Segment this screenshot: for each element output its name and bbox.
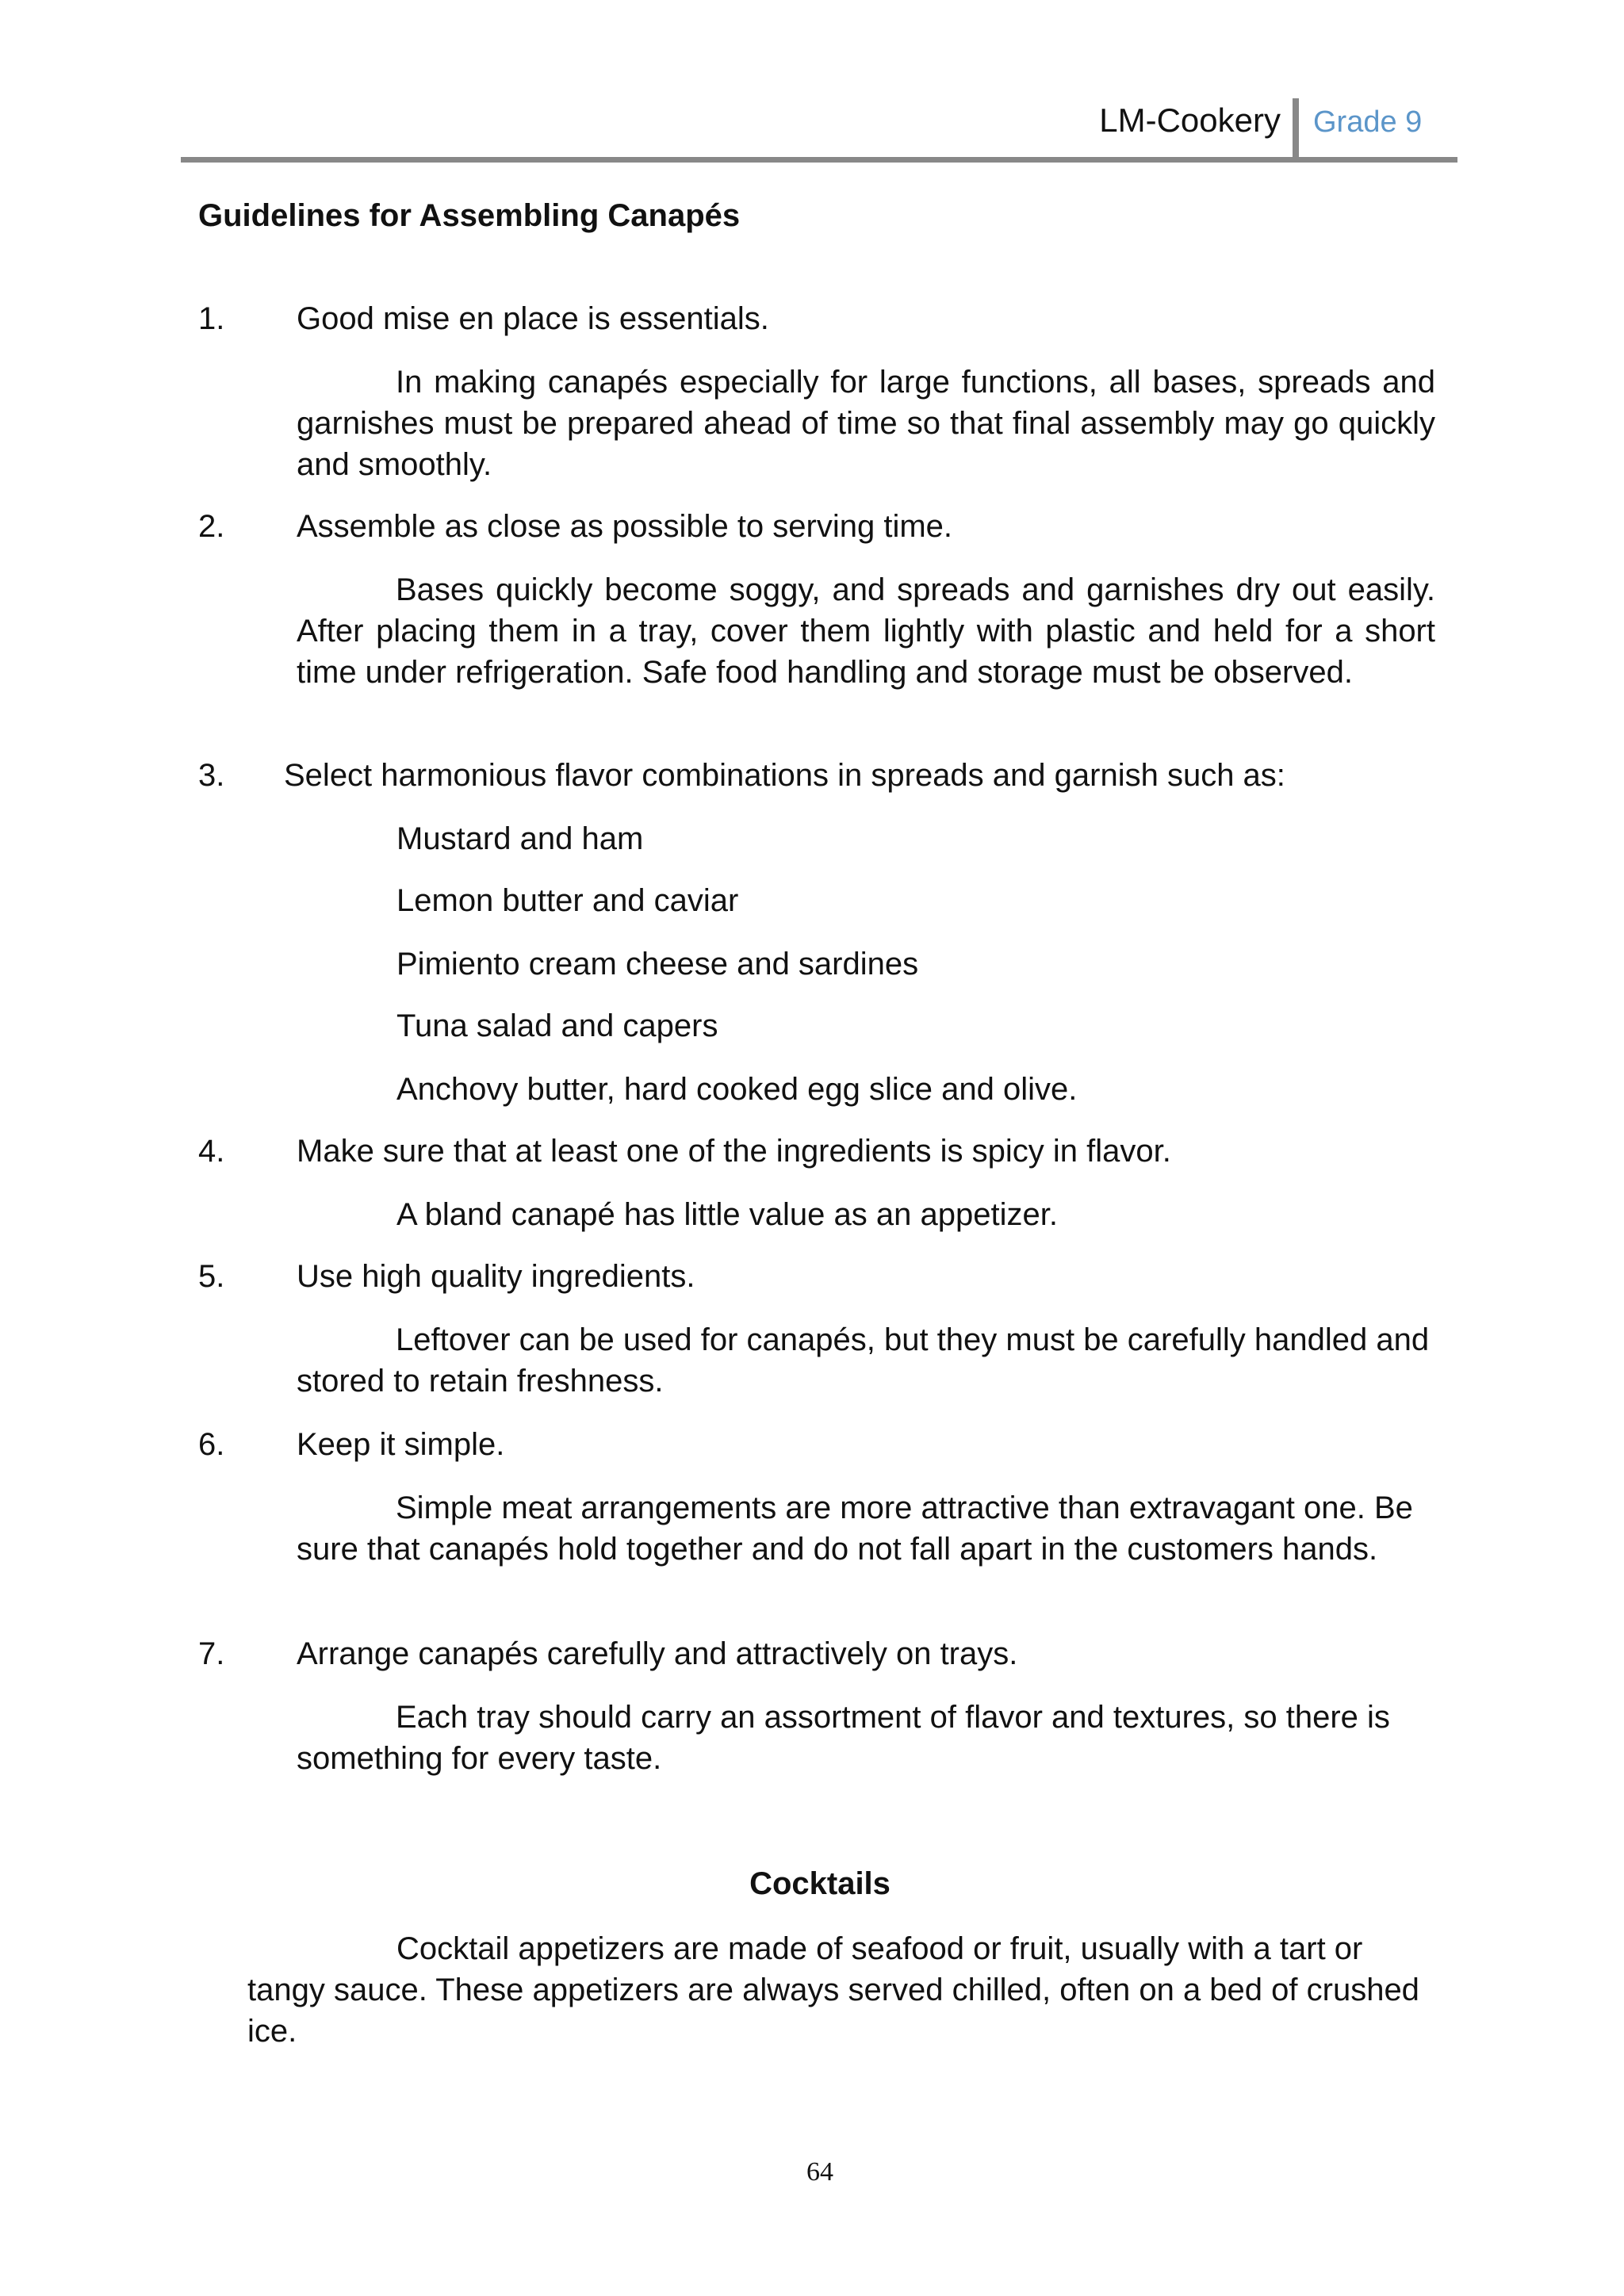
item-title: Arrange canapés carefully and attractively on trays. <box>297 1636 1018 1671</box>
item-title: Assemble as close as possible to serving time. <box>297 509 953 544</box>
header-grade: Grade 9 <box>1313 105 1423 139</box>
item-number: 3. <box>198 758 225 793</box>
cocktails-body-text: Cocktail appetizers are made of seafood or fruit, usually with a tart or tangy sauce. These appetizers are always served chilled, often on a bed of crushed ice. <box>247 1931 1419 2049</box>
item-body: A bland canapé has little value as an appetizer. <box>396 1197 1058 1232</box>
item-title: Select harmonious flavor combinations in spreads and garnish such as: <box>284 758 1285 793</box>
item-title: Make sure that at least one of the ingredients is spicy in flavor. <box>297 1134 1171 1169</box>
item-number: 6. <box>198 1427 225 1462</box>
flavor-combination-item: Mustard and ham <box>396 821 644 856</box>
item-body <box>297 1319 1435 1402</box>
cocktails-heading: Cocktails <box>749 1866 891 1901</box>
header-separator <box>1293 98 1299 160</box>
item-title: Use high quality ingredients. <box>297 1259 695 1294</box>
item-number: 1. <box>198 301 225 336</box>
flavor-combination-item: Pimiento cream cheese and sardines <box>396 947 919 982</box>
flavor-combination-item: Tuna salad and capers <box>396 1008 718 1043</box>
item-body <box>297 1487 1423 1570</box>
item-number: 2. <box>198 509 225 544</box>
item-body-text: Simple meat arrangements are more attractive than extravagant one. Be sure that canapés hold together and do not fall apart in the customers hands. <box>297 1490 1413 1567</box>
page-number: 64 <box>806 2157 833 2187</box>
item-title: Good mise en place is essentials. <box>297 301 769 336</box>
cocktails-body <box>247 1928 1437 2052</box>
item-body-text: In making canapés especially for large functions, all bases, spreads and garnishes must be prepared ahead of time so that final assembly may go quickly and smoothly. <box>297 365 1435 482</box>
item-body-text: Each tray should carry an assortment of flavor and textures, so there is something for every taste. <box>297 1700 1390 1776</box>
item-body-text: Bases quickly become soggy, and spreads and garnishes dry out easily. After placing them in a tray, cover them lightly with plastic and held for a short time under refrigeration. Safe food handling and storage must be observed. <box>297 572 1435 690</box>
item-number: 7. <box>198 1636 225 1671</box>
header-title: LM-Cookery <box>1099 101 1281 139</box>
item-body <box>297 362 1435 485</box>
item-number: 4. <box>198 1134 225 1169</box>
item-body <box>297 1697 1438 1779</box>
section-heading: Guidelines for Assembling Canapés <box>198 198 741 233</box>
header-rule <box>181 157 1457 163</box>
item-title: Keep it simple. <box>297 1427 505 1462</box>
item-number: 5. <box>198 1259 225 1294</box>
item-body <box>297 569 1435 693</box>
flavor-combination-item: Anchovy butter, hard cooked egg slice and olive. <box>396 1072 1078 1107</box>
item-body-text: Leftover can be used for canapés, but they must be carefully handled and stored to retain freshness. <box>297 1322 1430 1399</box>
flavor-combination-item: Lemon butter and caviar <box>396 883 739 918</box>
